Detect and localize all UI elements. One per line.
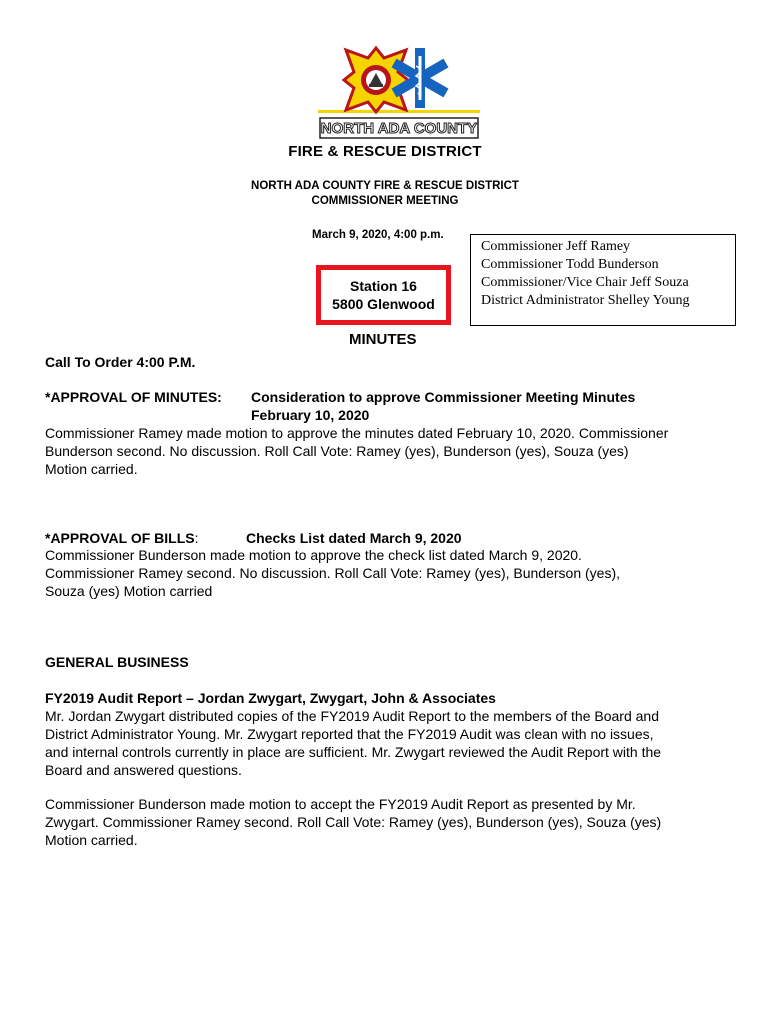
approval-minutes-heading xyxy=(45,388,735,406)
commissioner-item: Commissioner Jeff Ramey xyxy=(481,239,631,254)
meeting-date: March 9, 2020, 4:00 p.m. xyxy=(312,229,444,241)
location-station: Station 16 xyxy=(350,278,417,294)
commissioner-list xyxy=(470,234,736,326)
paragraph-line: Zwygart. Commissioner Ramey second. Roll Call Vote: Ramey (yes), Bunderson (yes), Souza (yes) xyxy=(45,814,662,830)
audit-report-heading: FY2019 Audit Report – Jordan Zwygart, Zwygart, John & Associates xyxy=(45,690,496,706)
paragraph-line: and internal controls currently in place are sufficient. Mr. Zwygart reviewed the Audit Report with the xyxy=(45,744,662,760)
paragraph-line: District Administrator Young. Mr. Zwygart reported that the FY2019 Audit was clean with no issues, xyxy=(45,726,654,742)
commissioner-item: Commissioner/Vice Chair Jeff Souza xyxy=(481,275,689,290)
paragraph-line: Commissioner Ramey made motion to approve the minutes dated February 10, 2020. Commissioner xyxy=(45,425,669,441)
header-meeting-type: COMMISSIONER MEETING xyxy=(311,195,459,207)
paragraph-line: Mr. Jordan Zwygart distributed copies of the FY2019 Audit Report to the members of the Board and xyxy=(45,708,659,724)
audit-report-body xyxy=(45,707,735,779)
paragraph-line: Commissioner Bunderson made motion to approve the check list dated March 9, 2020. xyxy=(45,547,582,563)
paragraph-line: Commissioner Ramey second. No discussion. Roll Call Vote: Ramey (yes), Bunderson (yes), xyxy=(45,565,620,581)
approval-bills-body xyxy=(45,546,735,600)
approval-bills-label: *APPROVAL OF BILLS xyxy=(45,530,195,546)
paragraph-line: Souza (yes) Motion carried xyxy=(45,583,213,599)
meeting-location-box xyxy=(316,265,451,325)
paragraph-line: Motion carried. xyxy=(45,832,138,848)
minutes-heading: MINUTES xyxy=(349,331,417,348)
fire-rescue-logo-icon xyxy=(318,44,480,140)
paragraph-line: Commissioner Bunderson made motion to accept the FY2019 Audit Report as presented by Mr. xyxy=(45,796,636,812)
district-title: FIRE & RESCUE DISTRICT xyxy=(288,143,482,160)
district-logo xyxy=(318,44,480,140)
commissioner-item: Commissioner Todd Bunderson xyxy=(481,257,659,272)
approval-minutes-body xyxy=(45,424,735,478)
approval-minutes-date: February 10, 2020 xyxy=(251,407,370,423)
paragraph-line: Bunderson second. No discussion. Roll Call Vote: Ramey (yes), Bunderson (yes), Souza (yes) xyxy=(45,443,629,459)
location-address: 5800 Glenwood xyxy=(332,296,435,312)
header-district-name: NORTH ADA COUNTY FIRE & RESCUE DISTRICT xyxy=(251,180,519,192)
approval-minutes-label: *APPROVAL OF MINUTES: xyxy=(45,389,222,405)
approval-bills-heading xyxy=(45,529,735,547)
approval-bills-colon: : xyxy=(194,530,199,546)
call-to-order: Call To Order 4:00 P.M. xyxy=(45,354,196,370)
commissioner-item: District Administrator Shelley Young xyxy=(481,293,690,308)
audit-motion xyxy=(45,795,735,849)
approval-minutes-title: Consideration to approve Commissioner Meeting Minutes xyxy=(251,389,636,405)
paragraph-line: Motion carried. xyxy=(45,461,138,477)
paragraph-line: Board and answered questions. xyxy=(45,762,242,778)
general-business-heading: GENERAL BUSINESS xyxy=(45,654,189,670)
logo-text: NORTH ADA COUNTY xyxy=(320,120,478,137)
approval-bills-label-wrap xyxy=(45,529,246,547)
approval-bills-title: Checks List dated March 9, 2020 xyxy=(246,530,462,546)
